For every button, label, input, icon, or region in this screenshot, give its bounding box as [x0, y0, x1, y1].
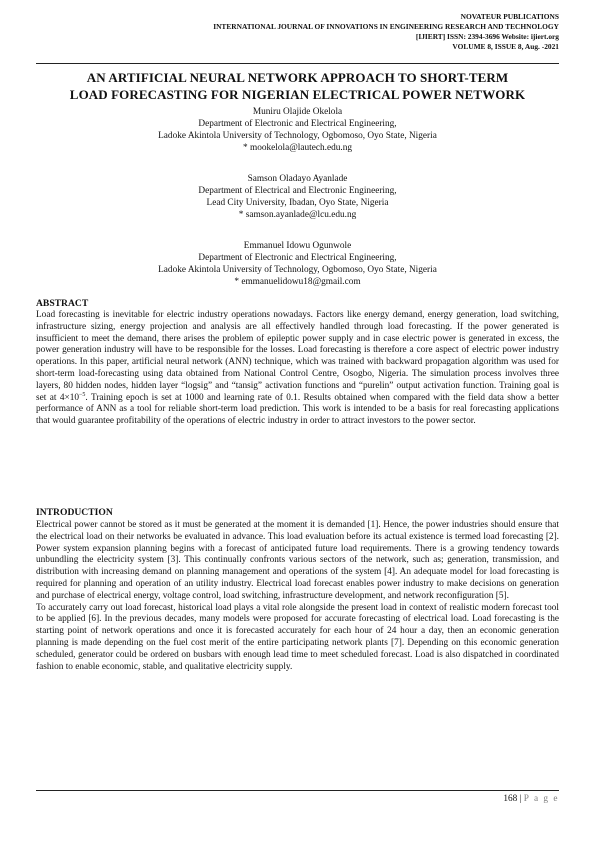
author-institution: Ladoke Akintola University of Technology, Ogbomoso, Oyo State, Nigeria: [158, 265, 437, 275]
volume-issue: VOLUME 8, ISSUE 8, Aug. -2021: [452, 42, 559, 51]
author-institution: Lead City University, Ibadan, Oyo State, Nigeria: [206, 198, 389, 208]
author-email: * emmanuelidowu18@gmail.com: [234, 277, 361, 287]
author-name: Emmanuel Idowu Ogunwole: [243, 241, 352, 251]
author-name: Samson Oladayo Ayanlade: [247, 174, 348, 184]
title-line-1: AN ARTIFICIAL NEURAL NETWORK APPROACH TO SHORT-TERM: [86, 70, 509, 85]
author-institution: Ladoke Akintola University of Technology, Ogbomoso, Oyo State, Nigeria: [158, 131, 437, 141]
author-dept: Department of Electronic and Electrical Engineering,: [198, 119, 397, 129]
author-email: * mookelola@lautech.edu.ng: [243, 143, 352, 153]
page-number: 168: [503, 794, 518, 804]
abstract-body: [36, 310, 559, 428]
author-2: [40, 173, 555, 221]
footer-rule: [36, 790, 559, 791]
header-rule: [36, 63, 559, 64]
author-1: [40, 106, 555, 154]
abstract-text-2: . Training epoch is set at 1000 and learning rate of 0.1. Results obtained when compared with the field data show a better performance of ANN as a tool for reliable short-term load prediction. This work is intended to be a basis for real forecasting applications that would guarantee profitability of the operations of electric industry in order to attract investors to the power sector.: [36, 392, 559, 427]
introduction-body: [36, 520, 559, 673]
introduction-heading: INTRODUCTION: [36, 507, 113, 518]
footer-separator: |: [519, 794, 522, 804]
author-3: [40, 240, 555, 288]
publisher-name: NOVATEUR PUBLICATIONS: [460, 12, 559, 21]
paper-title: [30, 69, 565, 103]
title-line-2: LOAD FORECASTING FOR NIGERIAN ELECTRICAL POWER NETWORK: [69, 87, 526, 102]
page-word: P a g e: [523, 794, 559, 804]
issn-website: [IJIERT] ISSN: 2394-3696 Website: ijiert.org: [415, 32, 559, 41]
author-email: * samson.ayanlade@lcu.edu.ng: [238, 210, 357, 220]
journal-name: INTERNATIONAL JOURNAL OF INNOVATIONS IN ENGINEERING RESEARCH AND TECHNOLOGY: [213, 22, 559, 31]
journal-header: [213, 12, 559, 52]
abstract-text-1: Load forecasting is inevitable for electric industry operations nowadays. Factors like energy demand, energy generation, load switching, infrastructure sizing, energy projection and analysis are all effectively handled through load forecasting. If the power generated is insufficient to meet the demand, there arises the problem of epileptic power supply and in case electric power is generated in excess, the power generation industry will have to be responsible for the losses. Load forecasting is therefore a core aspect of electric power industry operations. In this paper, artificial neural network (ANN) technique, which was trained with backward propagation algorithm was used for short-term load-forecasting using data obtained from National Control Centre, Osogbo, Nigeria. The simulation process involves three layers, 80 hidden nodes, hidden layer “logsig” and “tansig” activation functions and “purelin” output activation function. Training goal is set at: [36, 310, 559, 403]
intro-paragraph-1: Electrical power cannot be stored as it must be generated at the moment it is demanded [1]. Hence, the power industries should ensure that the electrical load on their networks be evaluated in advance. This load evaluation before its actual existence is termed load forecasting [2]. Power system expansion planning begins with a forecast of anticipated future load requirements. There is a growing tendency towards unbundling the electricity system [3]. This continually confronts various sectors of the network, such as; generation, transmission, and distribution with increasing demand on planning management and operations of the system [4]. An adequate model for load forecasting is required for planning and operation of an utility industry. Electrical load forecast enables power industry to make decisions on generation and purchase of electrical energy, voltage control, load switching, infrastructure development, and network reconfiguration [5].: [36, 520, 559, 601]
author-dept: Department of Electronic and Electrical Engineering,: [198, 253, 397, 263]
abstract-heading: ABSTRACT: [36, 298, 89, 309]
page-footer: [503, 794, 559, 804]
author-dept: Department of Electrical and Electronic Engineering,: [198, 186, 397, 196]
intro-paragraph-2: To accurately carry out load forecast, historical load plays a vital role alongside the present load in context of realistic modern forecast tool to be applied [6]. In the previous decades, many models were proposed for accurate forecasting of electrical load. Load forecasting is the starting point of network operations and once it is forecasted accurately for each hour of 24 hour a day, then an economic generation planning is made depending on the fuel cost merit of the entire participating network plants [7]. Depending on this economic generation scheduled, generator could be ordered on busbars with enough lead time to meet scheduled forecast. Load is also dispatched in coordinated fashion to enable economic, stable, and qualitative electricity supply.: [36, 602, 559, 672]
training-goal-value: $4\times 10^{-5}$: [59, 391, 86, 403]
author-name: Muniru Olajide Okelola: [252, 107, 343, 117]
